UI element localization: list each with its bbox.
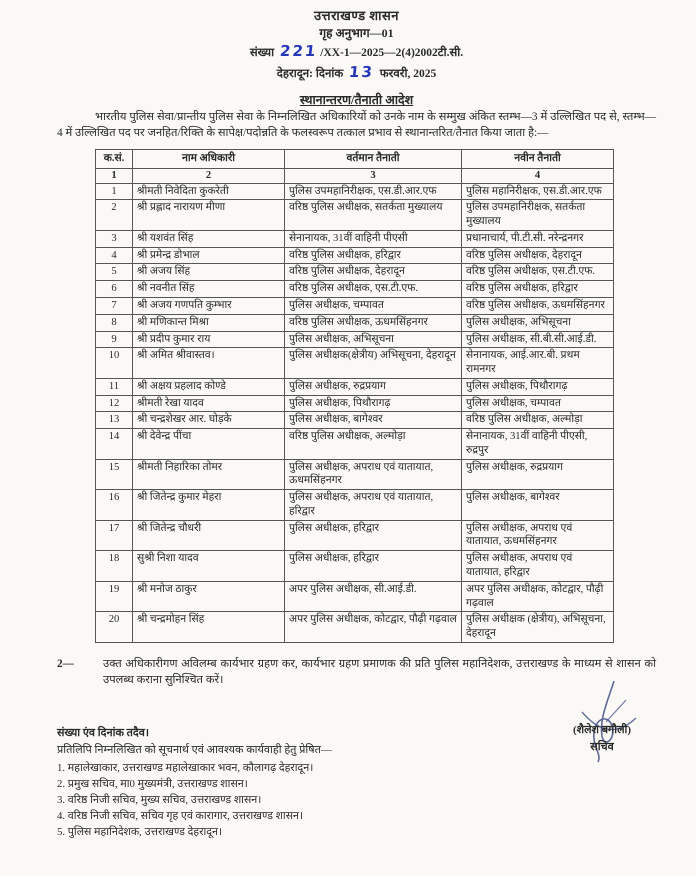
table-row [96,264,614,281]
table-row [96,247,614,264]
cell-current-posting: पुलिस अधीक्षक, अपराध एवं यातायात, हरिद्वार [285,490,462,521]
cell-serial: 2 [96,200,133,231]
cell-name: श्री अजय गणपति कुम्भार [133,298,285,315]
cell-name: श्री जितेन्द्र कुमार मेहरा [133,490,285,521]
transfer-table-body [96,183,614,642]
table-row [96,183,614,200]
cell-current-posting: पुलिस अधीक्षक, हरिद्वार [285,551,462,582]
date-rest: फरवरी, 2025 [379,67,437,80]
table-row [96,395,614,412]
cell-serial: 1 [96,183,133,200]
cell-current-posting: पुलिस अधीक्षक, अभिसूचना [285,331,462,348]
copy-list-item: 5. पुलिस महानिदेशक, उत्तराखण्ड देहरादून। [57,826,223,839]
cell-name: श्री चन्द्रमोहन सिंह [133,612,285,643]
cell-new-posting: पुलिस अधीक्षक, बागेश्वर [462,490,614,521]
table-row [96,200,614,231]
cell-name: श्री प्रह्लाद नारायण मीणा [133,200,285,231]
copy-list-item: 2. प्रमुख सचिव, मा0 मुख्यमंत्री, उत्तराखण्ड शासन। [57,777,248,790]
table-row [96,551,614,582]
table-row [96,520,614,551]
cell-new-posting: पुलिस अधीक्षक (क्षेत्रीय), अभिसूचना, देहरादून [462,612,614,643]
cell-name: श्री चन्द्रशेखर आर. घोड़के [133,412,285,429]
cell-serial: 6 [96,281,133,298]
table-row [96,378,614,395]
order-number-rest: /XX-1—2025—2(4)2002टी.सी. [320,47,464,60]
table-row [96,230,614,247]
cell-serial: 7 [96,298,133,315]
signature-block [542,722,662,755]
cell-new-posting: अपर पुलिस अधीक्षक, कोटद्वार, पौढ़ी गढ़वाल [462,581,614,612]
government-name: उत्तराखण्ड शासन [313,8,399,23]
cell-serial: 11 [96,378,133,395]
table-row [96,429,614,460]
cell-new-posting: पुलिस अधीक्षक, चम्पावत [462,395,614,412]
cell-current-posting: वरिष्ठ पुलिस अधीक्षक, ऊधमसिंहनगर [285,314,462,331]
cell-new-posting: पुलिस अधीक्षक, अभिसूचना [462,314,614,331]
col-number-1: 1 [96,168,133,183]
copy-forward-line: प्रतिलिपि निम्नलिखित को सूचनार्थ एवं आवश्यक कार्यवाही हेतु प्रेषित— [57,744,332,757]
signatory-name: (शैलेश बगौली) [572,724,632,736]
col-header-current-posting: वर्तमान तैनाती [285,150,462,169]
table-row [96,612,614,643]
handwritten-date-day: 13 [348,62,375,81]
cell-name: श्री मणिकान्त मिश्रा [133,314,285,331]
cell-serial: 3 [96,230,133,247]
cell-serial: 4 [96,247,133,264]
table-row [96,281,614,298]
cell-name: श्री जितेन्द्र चौधरी [133,520,285,551]
cell-new-posting: वरिष्ठ पुलिस अधीक्षक, अल्मोड़ा [462,412,614,429]
cell-serial: 10 [96,348,133,379]
order-title: स्थानान्तरण/तैनाती आदेश [299,93,414,108]
col-header-new-posting: नवीन तैनाती [462,150,614,169]
cell-new-posting: वरिष्ठ पुलिस अधीक्षक, हरिद्वार [462,281,614,298]
cell-name: श्री अजय सिंह [133,264,285,281]
cell-serial: 13 [96,412,133,429]
date-line [57,63,656,83]
instruction-text: उक्त अधिकारीगण अविलम्ब कार्यभार ग्रहण कर, कार्यभार ग्रहण प्रमाणक की प्रति पुलिस महानिदेशक, उत्तराखण्ड के माध्यम से शासन को उपलब्ध कराना सुनिश्चित करें। [103,657,656,687]
cell-current-posting: पुलिस अधीक्षक, रुद्रप्रयाग [285,378,462,395]
cell-current-posting: पुलिस अधीक्षक, पिथौरागढ़ [285,395,462,412]
table-row [96,314,614,331]
cell-new-posting: पुलिस अधीक्षक, सी.बी.सी.आई.डी. [462,331,614,348]
cell-name: सुश्री निशा यादव [133,551,285,582]
cell-serial: 9 [96,331,133,348]
cell-current-posting: अपर पुलिस अधीक्षक, कोटद्वार, पौढ़ी गढ़वाल [285,612,462,643]
cell-serial: 16 [96,490,133,521]
footer-number-date-line: संख्या एंव दिनांक तदैव। [57,726,150,739]
cell-serial: 17 [96,520,133,551]
cell-new-posting: वरिष्ठ पुलिस अधीक्षक, देहरादून [462,247,614,264]
cell-current-posting: पुलिस अधीक्षक, अपराध एवं यातायात, ऊधमसिंहनगर [285,459,462,490]
instruction-number: 2— [57,657,74,670]
department-section: गृह अनुभाग—01 [319,25,394,40]
cell-current-posting: अपर पुलिस अधीक्षक, सी.आई.डी. [285,581,462,612]
cell-new-posting: वरिष्ठ पुलिस अधीक्षक, एस.टी.एफ. [462,264,614,281]
document-header [57,8,656,82]
cell-current-posting: पुलिस अधीक्षक(क्षेत्रीय) अभिसूचना, देहरादून [285,348,462,379]
order-number-prefix: संख्या [249,47,275,60]
cell-name: श्री नवनीत सिंह [133,281,285,298]
cell-current-posting: पुलिस उपमहानिरीक्षक, एस.डी.आर.एफ [285,183,462,200]
cell-current-posting: वरिष्ठ पुलिस अधीक्षक, अल्मोड़ा [285,429,462,460]
cell-name: श्री प्रमेन्द्र डोभाल [133,247,285,264]
cell-new-posting: पुलिस अधीक्षक, पिथौरागढ़ [462,378,614,395]
cell-new-posting: पुलिस महानिरीक्षक, एस.डी.आर.एफ [462,183,614,200]
cell-serial: 12 [96,395,133,412]
table-row [96,331,614,348]
col-number-4: 4 [462,168,614,183]
table-row [96,581,614,612]
cell-current-posting: पुलिस अधीक्षक, हरिद्वार [285,520,462,551]
cell-new-posting: प्रधानाचार्य, पी.टी.सी. नरेन्द्रनगर [462,230,614,247]
copy-list-item: 3. वरिष्ठ निजी सचिव, मुख्य सचिव, उत्तराखण्ड शासन। [57,793,262,806]
table-row [96,348,614,379]
cell-serial: 8 [96,314,133,331]
table-row [96,490,614,521]
cell-new-posting: सेनानायक, आई.आर.बी. प्रथम रामनगर [462,348,614,379]
signatory-title: सचिव [590,740,614,753]
cell-current-posting: वरिष्ठ पुलिस अधीक्षक, सतर्कता मुख्यालय [285,200,462,231]
handwritten-order-number: 221 [279,42,319,61]
column-number-row [96,168,614,183]
date-prefix: देहरादून: दिनांक [276,67,344,80]
transfer-table-head [96,150,614,184]
cell-serial: 19 [96,581,133,612]
cell-current-posting: सेनानायक, 31वीं वाहिनी पीएसी [285,230,462,247]
cell-new-posting: पुलिस अधीक्षक, रुद्रप्रयाग [462,459,614,490]
cell-serial: 20 [96,612,133,643]
col-number-3: 3 [285,168,462,183]
copy-list-item: 4. वरिष्ठ निजी सचिव, सचिव गृह एवं कारागार, उत्तराखण्ड शासन। [57,810,304,823]
cell-name: श्री अमित श्रीवास्तव। [133,348,285,379]
copy-distribution-list [57,760,656,841]
header-row [96,150,614,169]
order-number-line [57,42,656,62]
cell-serial: 14 [96,429,133,460]
cell-current-posting: पुलिस अधीक्षक, चम्पावत [285,298,462,315]
table-row [96,459,614,490]
cell-new-posting: पुलिस अधीक्षक, अपराध एवं यातायात, ऊधमसिंहनगर [462,520,614,551]
cell-name: श्री देवेन्द्र पींचा [133,429,285,460]
table-row [96,298,614,315]
table-row [96,412,614,429]
cell-serial: 15 [96,459,133,490]
cell-new-posting: सेनानायक, 31वीं वाहिनी पीएसी, रुद्रपुर [462,429,614,460]
order-intro-paragraph: भारतीय पुलिस सेवा/प्रान्तीय पुलिस सेवा के निम्नलिखित अधिकारियों को उनके नाम के सम्मुख अंकित स्तम्भ—3 में उल्लिखित पद से, स्तम्भ—4 में उल्लिखित पद पर जनहित/रिक्ति के सापेक्ष/पदोन्नति के फलस्वरूप तत्काल प्रभाव से स्थानान्तरित/तैनात किया जाता है:— [57,111,656,140]
cell-current-posting: वरिष्ठ पुलिस अधीक्षक, एस.टी.एफ. [285,281,462,298]
cell-current-posting: वरिष्ठ पुलिस अधीक्षक, हरिद्वार [285,247,462,264]
cell-name: श्री मनोज ठाकुर [133,581,285,612]
cell-new-posting: वरिष्ठ पुलिस अधीक्षक, ऊधमसिंहनगर [462,298,614,315]
copy-list-item: 1. महालेखाकार, उत्तराखण्ड महालेखाकार भवन, कौलागढ़ देहरादून। [57,761,314,774]
cell-new-posting: पुलिस अधीक्षक, अपराध एवं यातायात, हरिद्वार [462,551,614,582]
cell-name: श्रीमती रेखा यादव [133,395,285,412]
cell-name: श्री प्रदीप कुमार राय [133,331,285,348]
cell-new-posting: पुलिस उपमहानिरीक्षक, सतर्कता मुख्यालय [462,200,614,231]
col-number-2: 2 [133,168,285,183]
cell-name: श्री अक्षय प्रहलाद कोण्डे [133,378,285,395]
instruction-paragraph [57,656,656,689]
cell-current-posting: पुलिस अधीक्षक, बागेश्वर [285,412,462,429]
cell-name: श्रीमती निवेदिता कुकरेती [133,183,285,200]
cell-name: श्री यशवंत सिंह [133,230,285,247]
transfer-table [95,149,614,643]
cell-serial: 5 [96,264,133,281]
cell-current-posting: वरिष्ठ पुलिस अधीक्षक, देहरादून [285,264,462,281]
col-header-name: नाम अधिकारी [133,150,285,169]
cell-name: श्रीमती निहारिका तोमर [133,459,285,490]
col-header-serial: क.सं. [96,150,133,169]
cell-serial: 18 [96,551,133,582]
